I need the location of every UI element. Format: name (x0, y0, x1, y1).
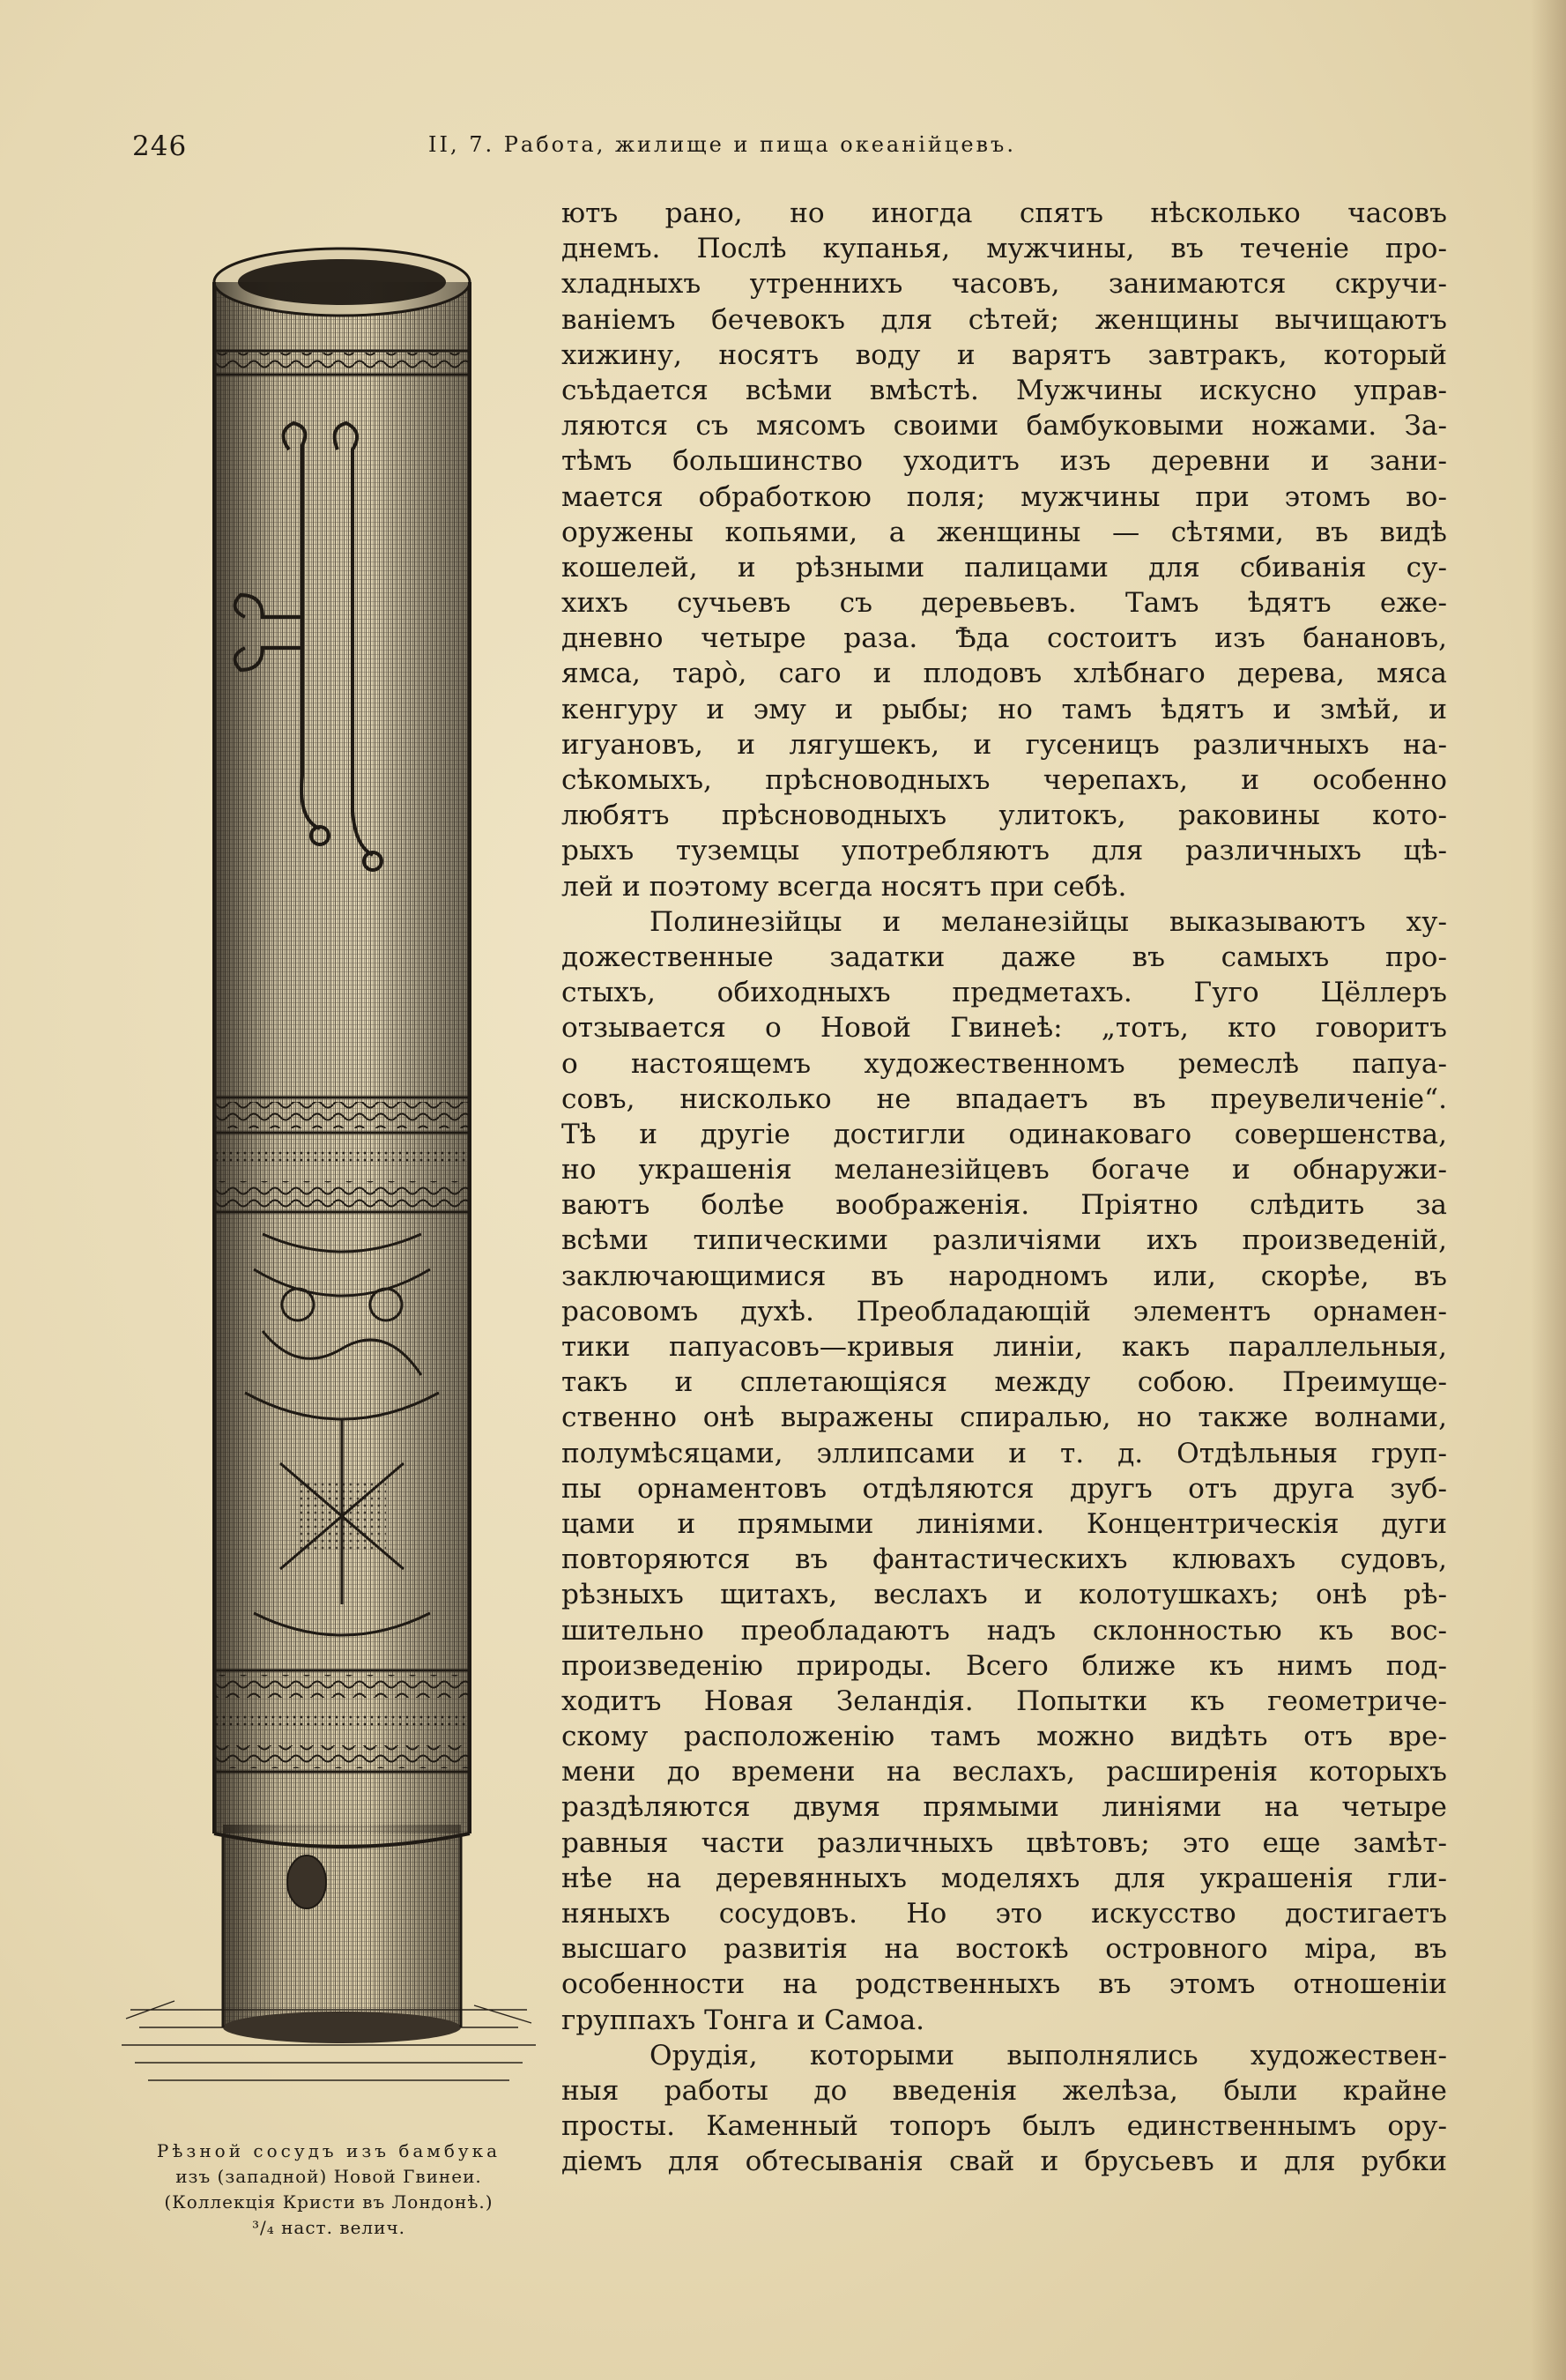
caption-line: ³/₄ наст. велич. (251, 2217, 406, 2238)
text-line: раздѣляются двумя прямыми линіями на четыре (561, 1791, 1447, 1824)
text-line: нѣе на деревянныхъ моделяхъ для украшенія гли- (561, 1862, 1447, 1894)
text-line: ляются съ мясомъ своими бамбуковыми ножами. За- (561, 410, 1447, 443)
text-line: мается обработкою поля; мужчины при этомъ во- (561, 480, 1447, 513)
text-line: о настоящемъ художественномъ ремеслѣ папуа- (561, 1047, 1447, 1080)
text-line: особенности на родственныхъ въ этомъ отношеніи (561, 1968, 1447, 2001)
page-number: 246 (132, 130, 188, 162)
text-line: просты. Каменный топоръ былъ единственнымъ ору- (561, 2110, 1447, 2143)
text-line: ютъ рано, но иногда спятъ нѣсколько часовъ (561, 197, 1447, 229)
text-line: ваютъ болѣе воображенія. Пріятно слѣдить за (561, 1189, 1447, 1222)
text-line: сѣкомыхъ, прѣсноводныхъ черепахъ, и особенно (561, 764, 1447, 796)
text-line: всѣми типическими различіями ихъ произведеній, (561, 1224, 1447, 1257)
text-line: полумѣсяцами, эллипсами и т. д. Отдѣльныя груп- (561, 1437, 1447, 1469)
text-line: совъ, нисколько не впадаетъ въ преувеличеніе“. (561, 1082, 1447, 1115)
caption-line: изъ (западной) Новой Гвинеи. (175, 2166, 482, 2187)
text-line: няныхъ сосудовъ. Но это искусство достигаетъ (561, 1898, 1447, 1930)
text-line: мени до времени на веслахъ, расширенія которыхъ (561, 1756, 1447, 1789)
text-line: Орудія, которыми выполнялись художествен- (649, 2039, 1447, 2071)
page-gutter-shadow (1531, 0, 1566, 2380)
text-line: ваніемъ бечевокъ для сѣтей; женщины вычищаютъ (561, 303, 1447, 336)
text-line: равныя части различныхъ цвѣтовъ; это еще замѣт- (561, 1826, 1447, 1859)
text-line: Тѣ и другіе достигли одинаковаго совершенства, (561, 1118, 1447, 1150)
caption-line: (Коллекція Кристи въ Лондонѣ.) (164, 2191, 494, 2213)
text-line: дневно четыре раза. Ѣда состоитъ изъ банановъ, (561, 622, 1447, 655)
text-line: хижину, носятъ воду и варятъ завтракъ, который (561, 338, 1447, 371)
text-line: дожественные задатки даже въ самыхъ про- (561, 941, 1447, 973)
caption-line: Рѣзной сосудъ изъ бамбука (156, 2140, 501, 2161)
text-line: ственно онѣ выражены спиралью, но также волнами, (561, 1402, 1447, 1434)
text-line: ныя работы до введенія желѣза, были крайне (561, 2074, 1447, 2107)
text-line: оружены копьями, а женщины — сѣтями, въ видѣ (561, 516, 1447, 548)
text-line: кенгуру и эму и рыбы; но тамъ ѣдятъ и змѣй, и (561, 693, 1447, 725)
text-line: любятъ прѣсноводныхъ улитокъ, раковины кото- (561, 800, 1447, 832)
body-text (561, 196, 1447, 2180)
text-line: діемъ для обтесыванія свай и брусьевъ и для рубки (561, 2146, 1447, 2178)
text-line: тѣмъ большинство уходитъ изъ деревни и зани- (561, 445, 1447, 478)
text-line: хихъ сучьевъ съ деревьевъ. Тамъ ѣдятъ еже- (561, 587, 1447, 620)
text-line: пы орнаментовъ отдѣляются другъ отъ друга зуб- (561, 1472, 1447, 1505)
page-header (132, 130, 1436, 175)
carved-bamboo-vessel-illustration (122, 247, 536, 2116)
text-line: днемъ. Послѣ купанья, мужчины, въ теченіе про- (561, 233, 1447, 265)
text-line: ходитъ Новая Зеландія. Попытки къ геометриче- (561, 1685, 1447, 1717)
text-line: такъ и сплетающіяся между собою. Преимуще- (561, 1366, 1447, 1399)
text-line: ямса, таро̀, саго и плодовъ хлѣбнаго дерева, мяса (561, 658, 1447, 690)
text-line: рыхъ туземцы употребляютъ для различныхъ цѣ- (561, 835, 1447, 867)
text-line: съѣдается всѣми вмѣстѣ. Мужчины искусно управ- (561, 374, 1447, 406)
text-line: игуановъ, и лягушекъ, и гусеницъ различныхъ на- (561, 728, 1447, 761)
text-line: группахъ Тонга и Самоа. (561, 2004, 925, 2036)
text-line: рѣзныхъ щитахъ, веслахъ и колотушкахъ; онѣ рѣ- (561, 1579, 1447, 1611)
running-head: II, 7. Работа, жилище и пища океанійцевъ. (428, 132, 1016, 157)
text-line: лей и поэтому всегда носятъ при себѣ. (561, 870, 1127, 903)
text-line: заключающимися въ народномъ или, скорѣе, въ (561, 1260, 1447, 1292)
text-line: отзывается о Новой Гвинеѣ: „тотъ, кто говоритъ (561, 1012, 1447, 1045)
text-line: высшаго развитія на востокѣ островного міра, въ (561, 1933, 1447, 1966)
text-line: кошелей, и рѣзными палицами для сбиванія су- (561, 551, 1447, 584)
text-line: Полинезійцы и меланезійцы выказываютъ ху- (649, 905, 1447, 938)
text-line: хладныхъ утреннихъ часовъ, занимаются скручи- (561, 268, 1447, 301)
text-line: но украшенія меланезійцевъ богаче и обнаружи- (561, 1154, 1447, 1186)
text-line: повторяются въ фантастическихъ клювахъ судовъ, (561, 1543, 1447, 1576)
text-line: скому расположенію тамъ можно видѣть отъ вре- (561, 1721, 1447, 1753)
text-line: произведенію природы. Всего ближе къ нимъ под- (561, 1649, 1447, 1682)
figure-caption (113, 2138, 545, 2241)
text-line: цами и прямыми линіями. Концентрическія дуги (561, 1507, 1447, 1540)
text-line: тики папуасовъ—кривыя линіи, какъ параллельныя, (561, 1331, 1447, 1363)
text-line: шительно преобладаютъ надъ склонностью къ вос- (561, 1614, 1447, 1647)
text-line: стыхъ, обиходныхъ предметахъ. Гуго Цёллеръ (561, 977, 1447, 1009)
text-line: расовомъ духѣ. Преобладающій элементъ орнамен- (561, 1295, 1447, 1328)
